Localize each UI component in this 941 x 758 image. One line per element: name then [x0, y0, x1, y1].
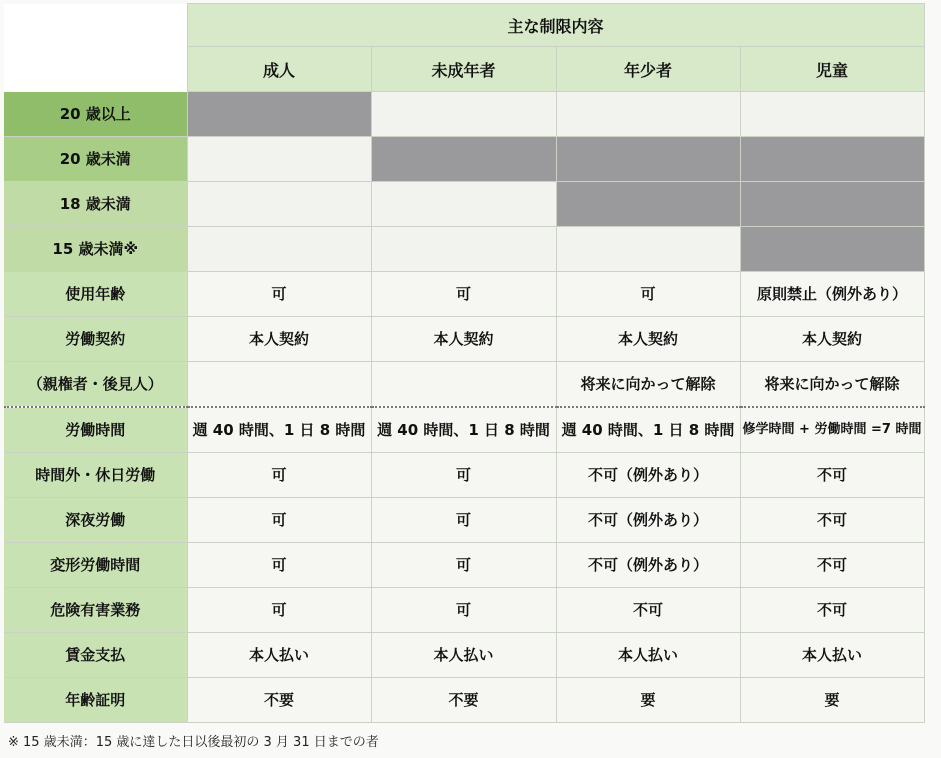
column-header-youth: 年少者 — [556, 47, 740, 92]
table-cell: 不要 — [187, 677, 371, 722]
age-band-empty — [187, 181, 371, 226]
table-cell: 週 40 時間、1 日 8 時間 — [187, 407, 371, 453]
row-label-guardian: （親権者・後見人） — [4, 361, 187, 407]
table-cell: 不要 — [371, 677, 556, 722]
age-label-under-15: 15 歳未満※ — [4, 226, 187, 271]
table-row-working-hours — [4, 407, 924, 453]
age-band-cell — [187, 92, 371, 137]
footnote: ※ 15 歳未満：15 歳に達した日以後最初の 3 月 31 日までの者 — [8, 735, 379, 750]
age-label-20-plus: 20 歳以上 — [4, 92, 187, 137]
table-cell: 本人払い — [556, 632, 740, 677]
table-cell: 本人払い — [187, 632, 371, 677]
age-row-under-18 — [4, 181, 924, 226]
table-row-night-work — [4, 497, 924, 542]
age-band-cell — [371, 136, 556, 181]
age-row-under-15 — [4, 226, 924, 271]
table-cell: 将来に向かって解除 — [556, 361, 740, 407]
table-cell: 修学時間 + 労働時間 =7 時間 — [740, 407, 924, 453]
table-cell — [187, 361, 371, 407]
table-cell: 本人契約 — [371, 316, 556, 361]
column-header-adult: 成人 — [187, 47, 371, 92]
column-header-child: 児童 — [740, 47, 924, 92]
age-band-empty — [371, 226, 556, 271]
table-row-hazardous-work — [4, 587, 924, 632]
table-row-age-certificate — [4, 677, 924, 722]
table-corner — [4, 4, 187, 92]
table-cell: 可 — [187, 542, 371, 587]
age-band-empty — [556, 92, 740, 137]
table-cell: 本人契約 — [556, 316, 740, 361]
table-row-wage-payment — [4, 632, 924, 677]
row-label-usage-age: 使用年齢 — [4, 271, 187, 316]
table-cell: 可 — [187, 271, 371, 316]
table-cell: 本人契約 — [740, 316, 924, 361]
age-band-cell — [740, 181, 924, 226]
table-cell: 要 — [556, 677, 740, 722]
column-header-minor: 未成年者 — [371, 47, 556, 92]
row-label-working-hours: 労働時間 — [4, 407, 187, 453]
restriction-table — [4, 3, 925, 723]
age-band-empty — [556, 226, 740, 271]
row-label-hazardous-work: 危険有害業務 — [4, 587, 187, 632]
row-label-night-work: 深夜労働 — [4, 497, 187, 542]
table-cell: 不可（例外あり） — [556, 452, 740, 497]
table-cell: 可 — [371, 452, 556, 497]
age-band-empty — [187, 226, 371, 271]
age-band-empty — [371, 92, 556, 137]
row-label-age-certificate: 年齢証明 — [4, 677, 187, 722]
age-band-empty — [371, 181, 556, 226]
age-label-under-20: 20 歳未満 — [4, 136, 187, 181]
table-cell: 不可（例外あり） — [556, 497, 740, 542]
table-row-labor-contract — [4, 316, 924, 361]
table-cell: 不可 — [740, 587, 924, 632]
row-label-overtime: 時間外・休日労働 — [4, 452, 187, 497]
table-cell: 週 40 時間、1 日 8 時間 — [556, 407, 740, 453]
age-label-under-18: 18 歳未満 — [4, 181, 187, 226]
table-cell: 可 — [187, 587, 371, 632]
table-cell: 可 — [187, 452, 371, 497]
row-label-wage-payment: 賃金支払 — [4, 632, 187, 677]
age-row-20-plus — [4, 92, 924, 137]
table-cell: 将来に向かって解除 — [740, 361, 924, 407]
table-cell: 可 — [371, 587, 556, 632]
table-cell: 可 — [371, 497, 556, 542]
table-cell: 不可（例外あり） — [556, 542, 740, 587]
header-row-main — [4, 4, 924, 47]
age-band-cell — [740, 136, 924, 181]
table-cell: 本人契約 — [187, 316, 371, 361]
table-cell: 可 — [556, 271, 740, 316]
table-cell: 原則禁止（例外あり） — [740, 271, 924, 316]
row-label-flexible-hours: 変形労働時間 — [4, 542, 187, 587]
table-row-overtime — [4, 452, 924, 497]
table-cell: 可 — [371, 542, 556, 587]
table-cell: 不可 — [740, 452, 924, 497]
table-row-usage-age — [4, 271, 924, 316]
table-cell: 可 — [371, 271, 556, 316]
age-band-cell — [556, 181, 740, 226]
age-band-cell — [740, 226, 924, 271]
table-row-flexible-hours — [4, 542, 924, 587]
table-cell: 不可 — [556, 587, 740, 632]
table-cell: 本人払い — [740, 632, 924, 677]
table-cell: 不可 — [740, 542, 924, 587]
age-band-empty — [187, 136, 371, 181]
row-label-labor-contract: 労働契約 — [4, 316, 187, 361]
table-cell: 可 — [187, 497, 371, 542]
table-cell: 本人払い — [371, 632, 556, 677]
age-band-empty — [740, 92, 924, 137]
table-cell: 不可 — [740, 497, 924, 542]
table-cell: 要 — [740, 677, 924, 722]
age-band-cell — [556, 136, 740, 181]
table-row-guardian — [4, 361, 924, 407]
age-row-under-20 — [4, 136, 924, 181]
table-cell: 週 40 時間、1 日 8 時間 — [371, 407, 556, 453]
main-header-title: 主な制限内容 — [187, 4, 924, 47]
table-cell — [371, 361, 556, 407]
